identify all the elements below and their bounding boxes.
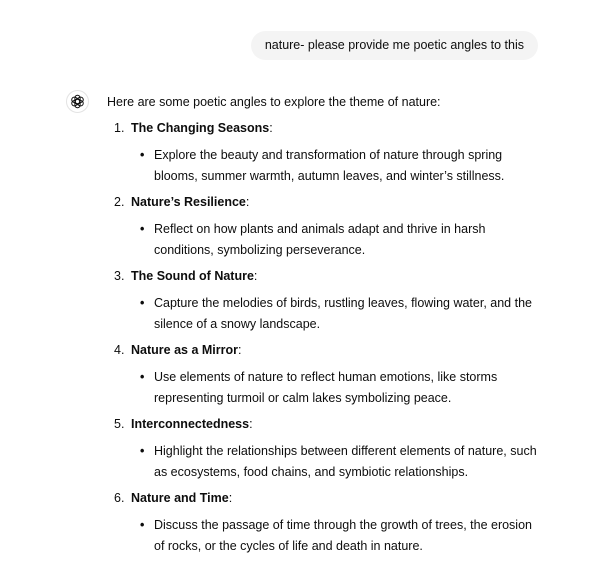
angle-heading <box>107 340 547 360</box>
angle-title-colon: : <box>245 195 250 209</box>
list-item <box>107 340 547 408</box>
user-message-text: nature- please provide me poetic angles to this <box>264 38 524 52</box>
assistant-response <box>107 92 547 556</box>
assistant-avatar <box>66 90 89 113</box>
angle-description <box>107 219 544 260</box>
angle-number: 5. <box>114 417 125 431</box>
angle-title-colon: : <box>253 269 258 283</box>
angle-title-colon: : <box>249 417 253 431</box>
bullet-dot: • <box>140 296 145 310</box>
angle-description <box>107 293 544 334</box>
bullet-dot: • <box>140 518 145 532</box>
bullet-dot: • <box>140 222 145 236</box>
angle-title: The Changing Seasons <box>131 121 270 135</box>
angle-title-colon: : <box>237 343 242 357</box>
list-item <box>107 488 547 556</box>
angle-title-colon: : <box>269 121 273 135</box>
angle-number: 6. <box>114 491 125 505</box>
angle-description-text: Use elements of nature to reflect human emotions, like storms representing turmoil or calm lakes symbolizing peace. <box>154 370 498 405</box>
angle-description-text: Discuss the passage of time through the growth of trees, the erosion of rocks, or the cycles of life and death in nature. <box>154 518 532 553</box>
list-item <box>107 118 547 186</box>
list-item <box>107 192 547 260</box>
list-item <box>107 266 547 334</box>
angle-description-text: Capture the melodies of birds, rustling leaves, flowing water, and the silence of a snowy landscape. <box>154 296 532 331</box>
angle-number: 1. <box>114 121 125 135</box>
angle-heading <box>107 192 547 212</box>
angle-title: Nature’s Resilience <box>131 195 246 209</box>
angle-number: 2. <box>114 195 125 209</box>
angle-title-colon: : <box>228 491 233 505</box>
angle-heading <box>107 118 547 138</box>
user-message-bubble <box>251 31 538 60</box>
angle-heading <box>107 266 547 286</box>
bullet-dot: • <box>140 148 145 162</box>
angle-title: Nature as a Mirror <box>131 343 238 357</box>
bullet-dot: • <box>140 444 145 458</box>
angle-title: Interconnectedness <box>131 417 250 431</box>
angle-number: 4. <box>114 343 125 357</box>
angle-description <box>107 441 544 482</box>
bullet-dot: • <box>140 370 145 384</box>
openai-logo-icon <box>70 94 85 109</box>
angle-number: 3. <box>114 269 125 283</box>
list-item <box>107 414 547 482</box>
angle-description-text: Highlight the relationships between different elements of nature, such as ecosystems, food chains, and symbiotic relationships. <box>154 444 537 479</box>
angle-description-text: Reflect on how plants and animals adapt and thrive in harsh conditions, symbolizing perseverance. <box>154 222 486 257</box>
angle-description <box>107 515 544 556</box>
angle-description <box>107 145 544 186</box>
angle-heading <box>107 488 547 508</box>
angle-heading <box>107 414 547 434</box>
angle-title: Nature and Time <box>131 491 229 505</box>
poetic-angles-list <box>107 118 547 556</box>
angle-description-text: Explore the beauty and transformation of nature through spring blooms, summer warmth, autumn leaves, and winter’s stillness. <box>154 148 505 183</box>
angle-title: The Sound of Nature <box>131 269 254 283</box>
response-intro: Here are some poetic angles to explore the theme of nature: <box>107 95 441 109</box>
angle-description <box>107 367 544 408</box>
